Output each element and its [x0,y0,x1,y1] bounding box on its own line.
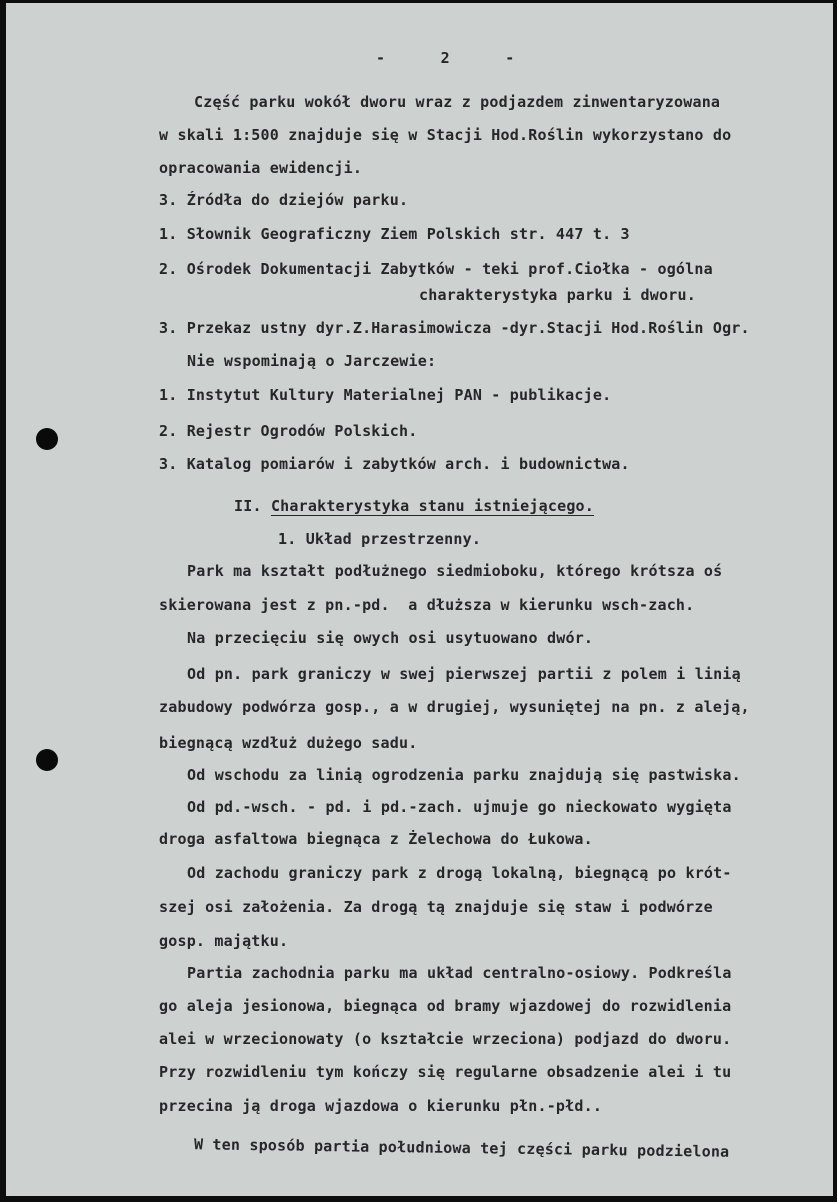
text-line: 2. Ośrodek Dokumentacji Zabytków - teki prof.Ciołka - ogólna [159,260,713,278]
text-line: 2. Rejestr Ogrodów Polskich. [159,422,418,440]
text-line: Od pn. park graniczy w swej pierwszej partii z polem i linią [187,665,741,683]
text-line: Nie wspominają o Jarczewie: [187,352,437,370]
text-line: charakterystyka parku i dworu. [419,286,696,304]
text-line: zabudowy podwórza gosp., a w drugiej, wysuniętej na pn. z aleją, [159,698,750,716]
text-line: gosp. majątku. [159,932,289,950]
text-line: W ten sposób partia południowa tej części parku podzielona [193,1135,730,1161]
text-line: Park ma kształt podłużnego siedmioboku, którego krótsza oś [187,562,723,580]
page-number: - 2 - [376,49,515,67]
punch-hole-top [36,428,58,450]
section-heading: II. Charakterystyka stanu istniejącego. [234,497,595,515]
text-line: Od pd.-wsch. - pd. i pd.-zach. ujmuje go nieckowato wygięta [187,798,732,816]
text-line: Przy rozwidleniu tym kończy się regularne obsadzenie alei i tu [159,1063,732,1081]
text-line: w skali 1:500 znajduje się w Stacji Hod.Roślin wykorzystano do [159,126,732,144]
text-line: 3. Przekaz ustny dyr.Z.Harasimowicza -dyr.Stacji Hod.Roślin Ogr. [159,319,750,337]
text-line: opracowania ewidencji. [159,159,363,177]
text-line: Od zachodu graniczy park z drogą lokalną, biegnącą po krót- [187,864,732,882]
text-line: biegnącą wzdłuż dużego sadu. [159,734,418,752]
document-page [6,3,833,1196]
text-line: 3. Katalog pomiarów i zabytków arch. i budownictwa. [159,455,630,473]
text-line: go aleja jesionowa, biegnąca od bramy wjazdowej do rozwidlenia [159,997,732,1015]
text-line: 1. Instytut Kultury Materialnej PAN - publikacje. [159,386,612,404]
text-line: droga asfaltowa biegnąca z Żelechowa do Łukowa. [159,830,593,848]
text-line: alei w wrzecionowaty (o kształcie wrzeciona) podjazd do dworu. [159,1030,732,1048]
text-line: 3. Źródła do dziejów parku. [159,191,409,209]
text-line: Część parku wokół dworu wraz z podjazdem zinwentaryzowana [194,93,721,111]
text-line: Partia zachodnia parku ma układ centralno-osiowy. Podkreśla [187,964,732,982]
text-line: przecina ją droga wjazdowa o kierunku płn.-płd.. [159,1097,603,1115]
text-line: Od wschodu za linią ogrodzenia parku znajdują się pastwiska. [187,766,741,784]
punch-hole-bottom [36,749,58,771]
text-line: szej osi założenia. Za drogą tą znajduje się staw i podwórze [159,898,713,916]
text-line: Na przecięciu się owych osi usytuowano dwór. [187,629,594,647]
text-line: 1. Słownik Geograficzny Ziem Polskich str. 447 t. 3 [159,225,630,243]
text-line: 1. Układ przestrzenny. [278,530,482,548]
text-line: skierowana jest z pn.-pd. a dłuższa w kierunku wsch-zach. [159,596,695,614]
